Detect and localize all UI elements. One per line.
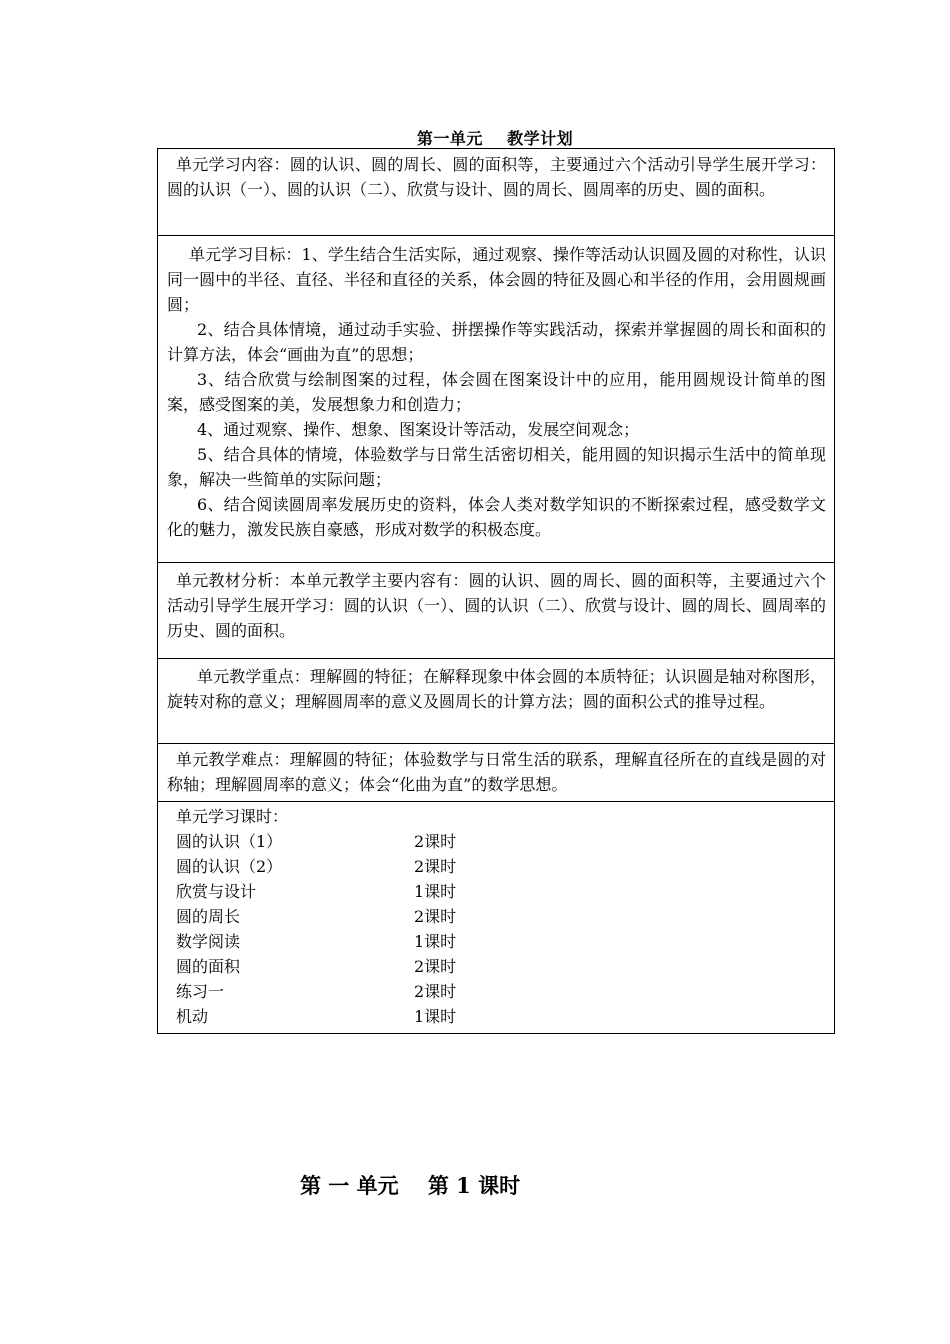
lesson-hours: 1课时 — [414, 932, 457, 951]
hours-cell — [158, 802, 835, 1034]
goal-item: 3、结合欣赏与绘制图案的过程，体会圆在图案设计中的应用，能用圆规设计简单的图案，感受图案的美，发展想象力和创造力； — [167, 370, 826, 414]
list-item — [167, 1004, 826, 1029]
lesson-name: 圆的认识（1） — [176, 832, 283, 851]
hours-label: 单元学习课时： — [176, 807, 289, 826]
list-item — [167, 829, 826, 854]
lesson-hours: 2课时 — [414, 982, 457, 1001]
table-row — [158, 149, 835, 236]
lesson-hours: 1课时 — [414, 1007, 457, 1026]
goal-item: 5、结合具体的情境，体验数学与日常生活密切相关，能用圆的知识揭示生活中的简单现象，解决一些简单的实际问题； — [167, 445, 826, 489]
table-row — [158, 802, 835, 1034]
key-points-cell — [158, 659, 835, 744]
lesson-hours: 2课时 — [414, 857, 457, 876]
list-item — [167, 879, 826, 904]
goal-item: 6、结合阅读圆周率发展历史的资料，体会人类对数学知识的不断探索过程，感受数学文化的魅力，激发民族自豪感，形成对数学的积极态度。 — [167, 495, 826, 539]
lesson-hours: 2课时 — [414, 832, 457, 851]
lesson-hours: 1课时 — [414, 882, 457, 901]
key-points-text: 单元教学重点：理解圆的特征；在解释现象中体会圆的本质特征；认识圆是轴对称图形，旋转对称的意义；理解圆周率的意义及圆周长的计算方法；圆的面积公式的推导过程。 — [167, 667, 826, 711]
table-row — [158, 236, 835, 563]
table-row — [158, 563, 835, 659]
goal-item: 2、结合具体情境，通过动手实验、拼摆操作等实践活动，探索并掌握圆的周长和面积的计算方法，体会“画曲为直”的思想； — [167, 320, 826, 364]
lesson-title: 第 一 单元 第 1 课时 — [300, 1173, 521, 1198]
difficulties-cell — [158, 744, 835, 802]
unit-analysis-text: 单元教材分析：本单元教学主要内容有：圆的认识、圆的周长、圆的面积等，主要通过六个活动引导学生展开学习：圆的认识（一）、圆的认识（二）、欣赏与设计、圆的周长、圆周率的历史、圆的面积。 — [167, 571, 826, 640]
lesson-name: 圆的面积 — [176, 957, 241, 976]
lesson-name: 数学阅读 — [176, 932, 241, 951]
lesson-name: 欣赏与设计 — [176, 882, 257, 901]
lesson-name: 圆的认识（2） — [176, 857, 283, 876]
analysis-cell — [158, 563, 835, 659]
table-row — [158, 659, 835, 744]
unit-content-text: 单元学习内容：圆的认识、圆的周长、圆的面积等，主要通过六个活动引导学生展开学习：圆的认识（一）、圆的认识（二）、欣赏与设计、圆的周长、圆周率的历史、圆的面积。 — [167, 155, 826, 199]
content-cell — [158, 149, 835, 236]
lesson-name: 圆的周长 — [176, 907, 241, 926]
plan-title: 第一单元 教学计划 — [416, 129, 574, 148]
list-item — [167, 904, 826, 929]
lesson-hours: 2课时 — [414, 907, 457, 926]
difficulties-text: 单元教学难点：理解圆的特征；体验数学与日常生活的联系，理解直径所在的直线是圆的对称轴；理解圆周率的意义；体会“化曲为直”的数学思想。 — [167, 750, 826, 794]
goal-item: 4、通过观察、操作、想象、图案设计等活动，发展空间观念； — [197, 420, 640, 439]
list-item — [167, 929, 826, 954]
list-item — [167, 979, 826, 1004]
list-item — [167, 954, 826, 979]
lesson-name: 练习一 — [176, 982, 225, 1001]
lesson-hours: 2课时 — [414, 957, 457, 976]
goals-cell — [158, 236, 835, 563]
list-item — [167, 854, 826, 879]
lesson-name: 机动 — [176, 1007, 209, 1026]
table-row — [158, 744, 835, 802]
goal-item: 单元学习目标：1、学生结合生活实际，通过观察、操作等活动认识圆及圆的对称性，认识同一圆中的半径、直径、半径和直径的关系，体会圆的特征及圆心和半径的作用，会用圆规画圆； — [167, 245, 826, 314]
teaching-plan-table — [157, 148, 835, 1034]
